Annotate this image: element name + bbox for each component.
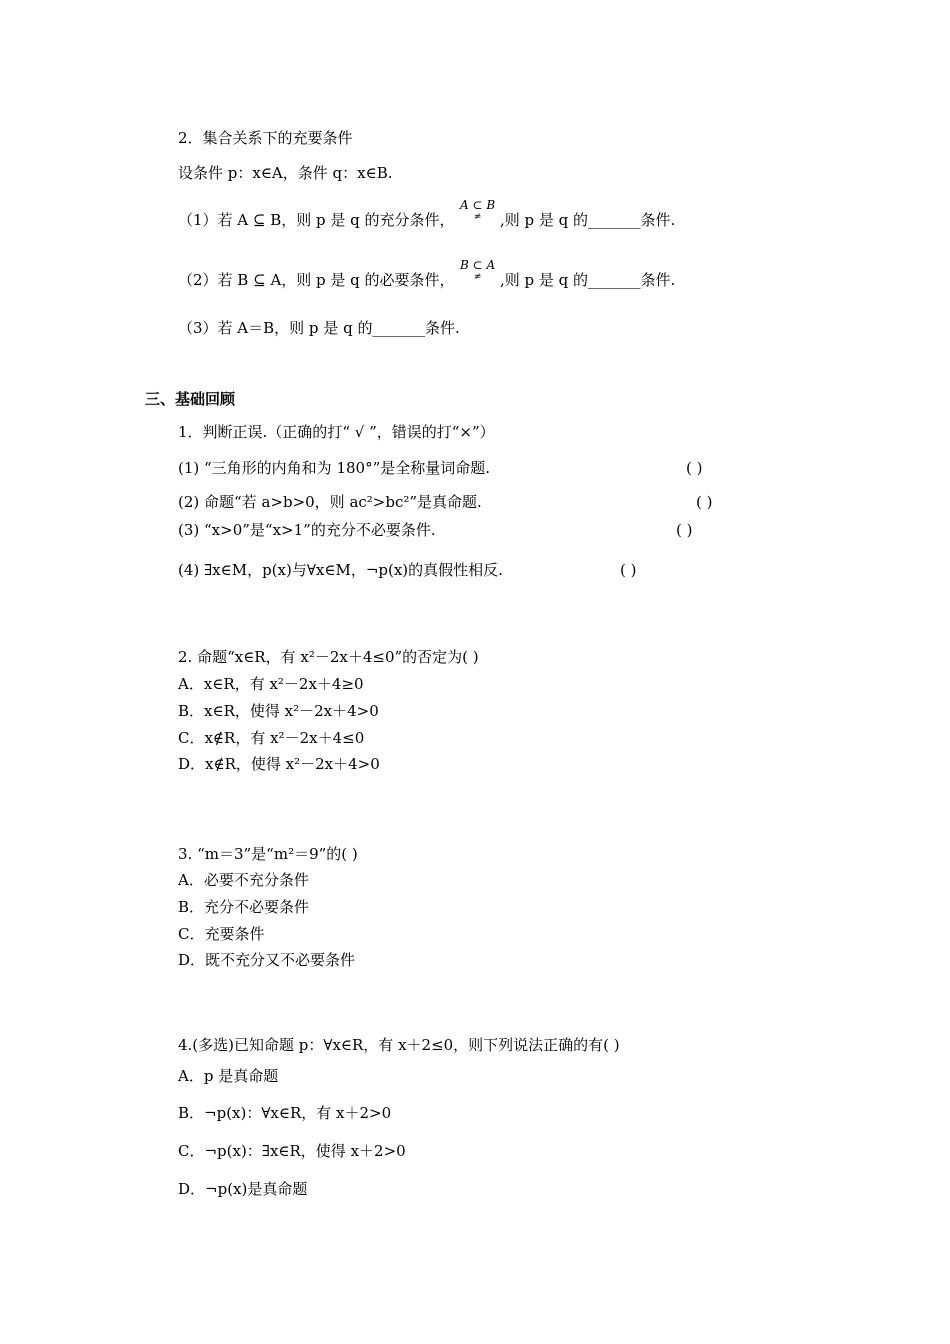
q1-item-2: (2) 命题“若 a>b>0，则 ac²>bc²”是真命题. xyxy=(178,493,482,511)
q3-option-d[interactable]: D．既不充分又不必要条件 xyxy=(178,951,356,969)
section-title: 2．集合关系下的充要条件 xyxy=(178,129,353,147)
q3-stem: 3. “m＝3”是“m²＝9”的( ) xyxy=(178,845,358,863)
q1-item-4: (4) ∃x∈M，p(x)与∀x∈M，¬p(x)的真假性相反. xyxy=(178,561,503,579)
q3-option-b[interactable]: B．充分不必要条件 xyxy=(178,898,310,916)
q2-option-d[interactable]: D．x∉R，使得 x²－2x＋4>0 xyxy=(178,755,380,773)
item-1-blank: ,则 p 是 q 的_______条件. xyxy=(500,211,676,229)
q2-option-a[interactable]: A．x∈R，有 x²－2x＋4≥0 xyxy=(178,675,364,693)
q4-option-b[interactable]: B．¬p(x)：∀x∈R，有 x＋2>0 xyxy=(178,1104,392,1122)
q1-answer-paren-2[interactable]: ( ) xyxy=(696,493,713,511)
q1-answer-paren-1[interactable]: ( ) xyxy=(686,459,703,477)
subset-notation-1: A ⊂ B ≠ xyxy=(460,198,496,222)
item-2-text: （2）若 B ⊆ A，则 p 是 q 的必要条件， xyxy=(178,271,455,289)
subset-notation-2: B ⊂ A ≠ xyxy=(460,258,496,282)
q1-item-3: (3) “x>0”是“x>1”的充分不必要条件. xyxy=(178,521,436,539)
q1-answer-paren-4[interactable]: ( ) xyxy=(620,561,637,579)
q4-option-c[interactable]: C．¬p(x)：∃x∈R，使得 x＋2>0 xyxy=(178,1142,406,1160)
q4-option-a[interactable]: A．p 是真命题 xyxy=(178,1067,279,1085)
q1-item-1: (1) “三角形的内角和为 180°”是全称量词命题. xyxy=(178,459,491,477)
q4-option-d[interactable]: D．¬p(x)是真命题 xyxy=(178,1180,308,1198)
q3-option-a[interactable]: A．必要不充分条件 xyxy=(178,871,309,889)
q4-stem: 4.(多选)已知命题 p：∀x∈R，有 x＋2≤0，则下列说法正确的有( ) xyxy=(178,1036,620,1054)
q2-stem: 2. 命题“x∈R，有 x²－2x＋4≤0”的否定为( ) xyxy=(178,648,479,666)
condition-setup: 设条件 p：x∈A，条件 q：x∈B. xyxy=(178,164,393,182)
q2-option-c[interactable]: C．x∉R，有 x²－2x＋4≤0 xyxy=(178,729,365,747)
q1-answer-paren-3[interactable]: ( ) xyxy=(676,521,693,539)
item-2-blank: ,则 p 是 q 的_______条件. xyxy=(500,271,676,289)
item-3-text: （3）若 A＝B，则 p 是 q 的_______条件. xyxy=(178,319,460,337)
q2-option-b[interactable]: B．x∈R，使得 x²－2x＋4>0 xyxy=(178,702,379,720)
q3-option-c[interactable]: C．充要条件 xyxy=(178,925,265,943)
item-1-text: （1）若 A ⊆ B，则 p 是 q 的充分条件， xyxy=(178,211,455,229)
section-heading: 三、基础回顾 xyxy=(145,390,236,408)
q1-title: 1．判断正误.（正确的打“ √ ”，错误的打“×”） xyxy=(178,423,495,441)
